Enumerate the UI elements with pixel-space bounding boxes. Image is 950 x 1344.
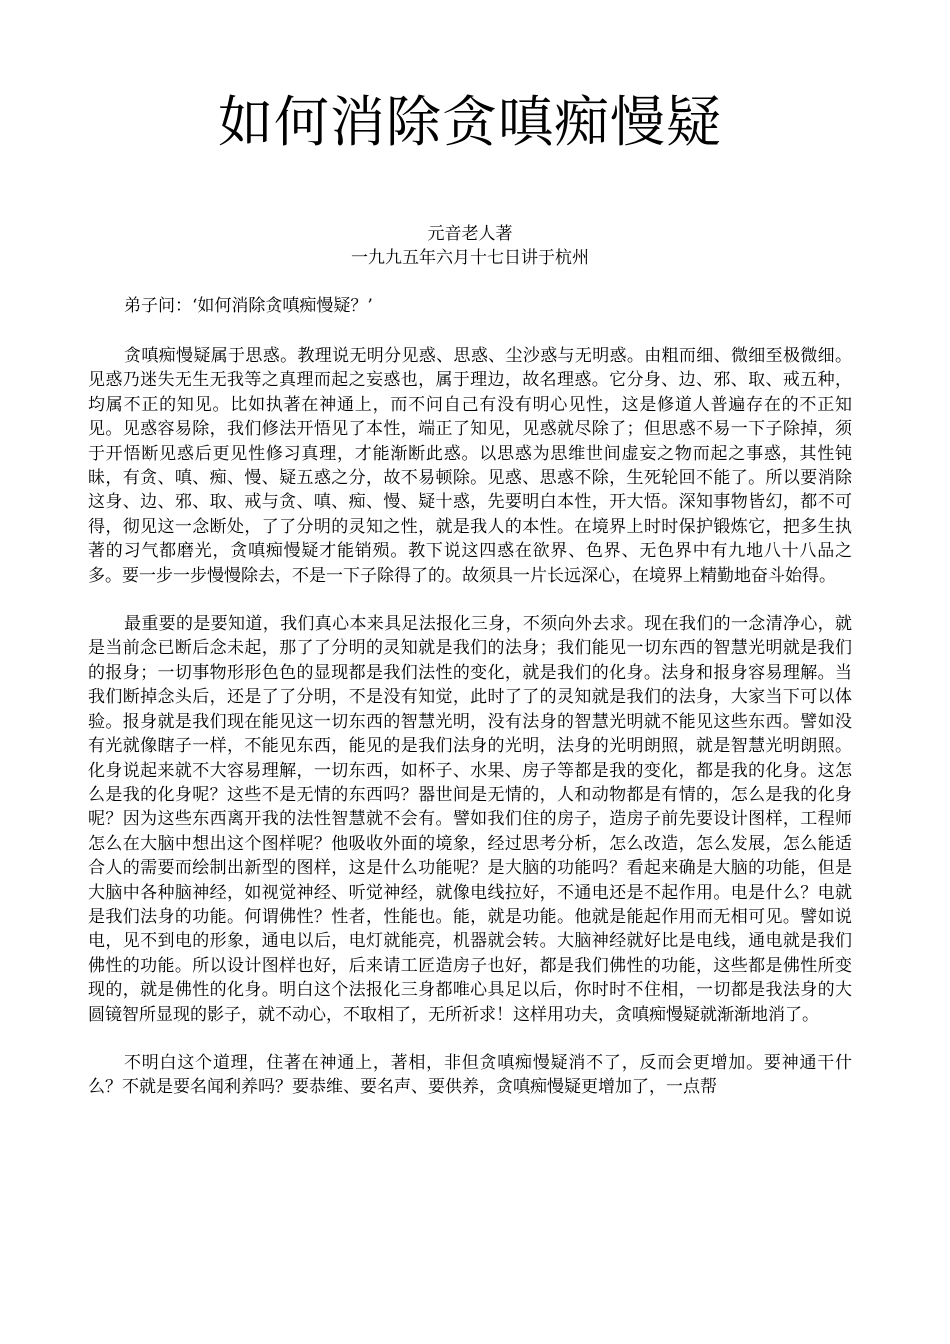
date-place-line: 一九九五年六月十七日讲于杭州 bbox=[351, 248, 589, 268]
byline bbox=[88, 222, 852, 270]
disciple-question: 弟子问：‘如何消除贪嗔痴慢疑？’ bbox=[124, 296, 373, 316]
body-paragraph-1: 贪嗔痴慢疑属于思惑。教理说无明分见惑、思惑、尘沙惑与无明惑。由粗而细、微细至极微细。见惑乃迷失无生无我等之真理而起之妄惑也，属于理边，故名理惑。它分身、边、邪、取、戒五种，均属不正的知见。比如执著在神通上，而不问自己有没有明心见性，这是修道人普遍存在的不正知见。见惑容易除，我们修法开悟见了本性，端正了知见，见惑就尽除了；但思惑不易一下子除掉，须于开悟断见惑后更见性修习真理，才能渐断此惑。以思惑为思维世间虚妄之物而起之事惑，其性钝昧，有贪、嗔、痴、慢、疑五惑之分，故不易顿除。见惑、思惑不除，生死轮回不能了。所以要消除这身、边、邪、取、戒与贪、嗔、痴、慢、疑十惑，先要明白本性，开大悟。深知事物皆幻，都不可得，彻见这一念断处，了了分明的灵知之性，就是我人的本性。在境界上时时保护锻炼它，把多生执著的习气都磨光，贪嗔痴慢疑才能销殒。教下说这四惑在欲界、色界、无色界中有九地八十八品之多。要一步一步慢慢除去，不是一下子除得了的。故须具一片长远深心，在境界上精勤地奋斗始得。 bbox=[88, 346, 852, 586]
author-line: 元音老人著 bbox=[427, 224, 513, 244]
body-paragraph-2: 最重要的是要知道，我们真心本来具足法报化三身，不须向外去求。现在我们的一念清净心，就是当前念已断后念未起，那了了分明的灵知就是我们的法身；我们能见一切东西的智慧光明就是我们的报身；一切事物形形色色的显现都是我们法性的变化，就是我们的化身。法身和报身容易理解。当我们断掉念头后，还是了了分明，不是没有知觉，此时了了的灵知就是我们的法身，大家当下可以体验。报身就是我们现在能见这一切东西的智慧光明，没有法身的智慧光明就不能见这些东西。譬如没有光就像瞎子一样，不能见东西，能见的是我们法身的光明，法身的光明朗照，就是智慧光明朗照。化身说起来就不大容易理解，一切东西，如杯子、水果、房子等都是我的变化，都是我的化身。这怎么是我的化身呢？这些不是无情的东西吗？器世间是无情的，人和动物都是有情的，怎么是我的化身呢？因为这些东西离开我的法性智慧就不会有。譬如我们住的房子，造房子前先要设计图样，工程师怎么在大脑中想出这个图样呢？他吸收外面的境象，经过思考分析，怎么改造，怎么发展，怎么能适合人的需要而绘制出新型的图样，这是什么功能呢？是大脑的功能吗？看起来确是大脑的功能，但是大脑中各种脑神经，如视觉神经、听觉神经，就像电线拉好，不通电还是不起作用。电是什么？电就是我们法身的功能。何谓佛性？性者，性能也。能，就是功能。他就是能起作用而无相可见。譬如说电，见不到电的形象，通电以后，电灯就能亮，机器就会转。大脑神经就好比是电线，通电就是我们佛性的功能。所以设计图样也好，后来请工匠造房子也好，都是我们佛性的功能，这些都是佛性所变现的，就是佛性的化身。明白这个法报化三身都唯心具足以后，你时时不住相，一切都是我法身的大圆镜智所显现的影子，就不动心，不取相了，无所祈求！这样用功夫，贪嗔痴慢疑就渐渐地消了。 bbox=[88, 614, 852, 1025]
body-paragraph-3: 不明白这个道理，住著在神通上，著相，非但贪嗔痴慢疑消不了，反而会更增加。要神通干什么？不就是要名闻利养吗？要恭维、要名声、要供养，贪嗔痴慢疑更增加了，一点帮 bbox=[88, 1052, 852, 1098]
document-title: 如何消除贪嗔痴慢疑 bbox=[217, 90, 722, 154]
